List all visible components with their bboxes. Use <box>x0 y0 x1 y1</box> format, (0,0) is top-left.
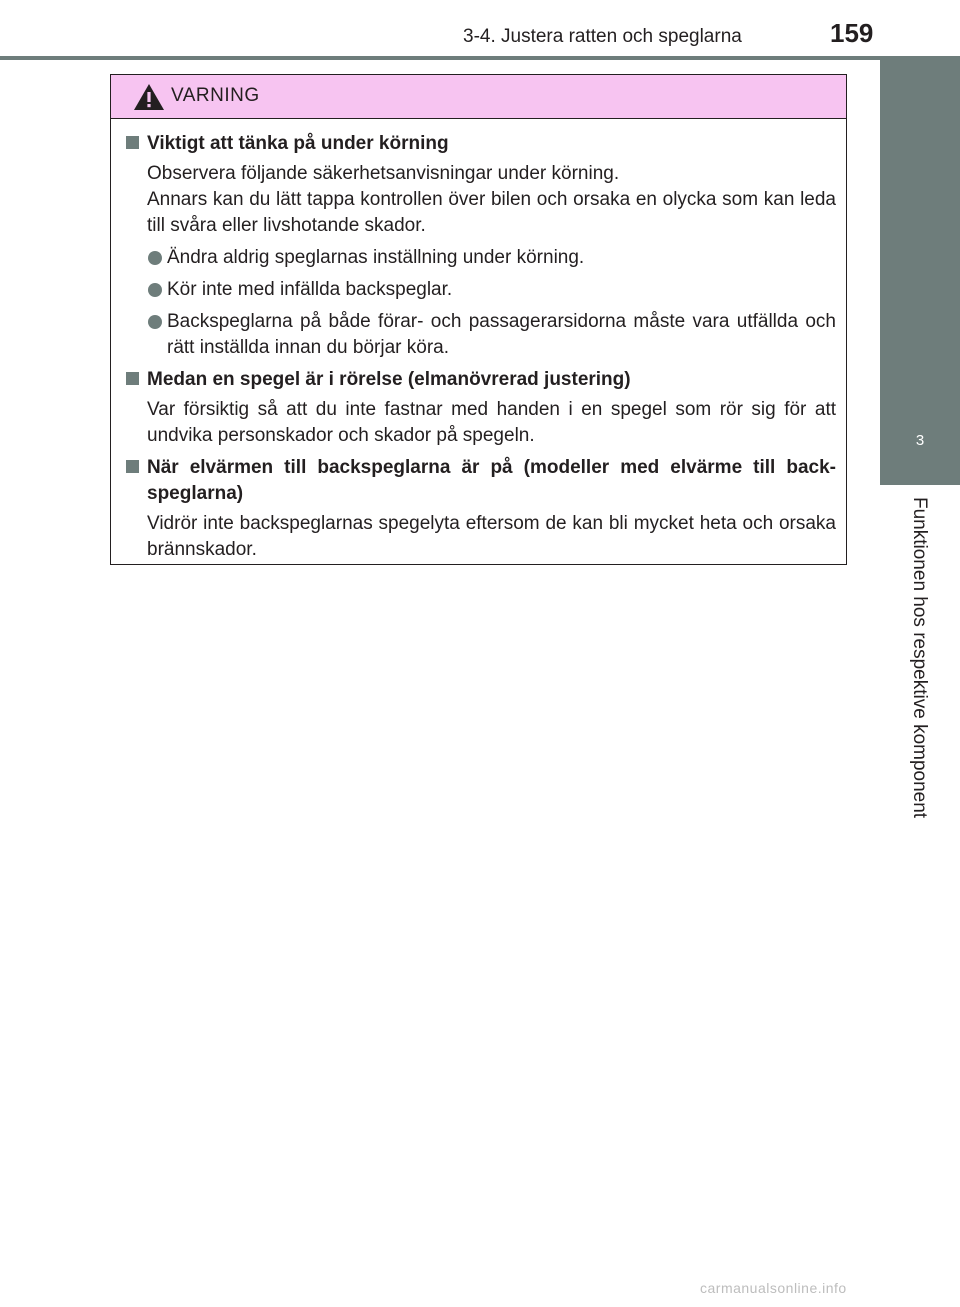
section-title-mirror-moving: Medan en spegel är i rörelse (elmanövrerad justering) <box>147 369 631 390</box>
paragraph: Annars kan du lätt tappa kontrollen över bilen och orsaka en olycka som kan leda till svåra eller livshotande skador. <box>147 189 836 236</box>
bullet-item <box>121 245 836 271</box>
warning-label: VARNING <box>171 85 260 106</box>
warning-triangle-icon <box>133 83 165 111</box>
round-bullet-icon <box>148 283 162 297</box>
section-title-heater: När elvärmen till backspeglarna är på (modeller med elvärme till back-speglarna) <box>147 457 836 504</box>
square-bullet-icon <box>126 136 139 149</box>
bullet-text: Kör inte med infällda backspeglar. <box>167 279 453 300</box>
side-tab-chapter-number: 3 <box>915 432 925 449</box>
round-bullet-icon <box>148 251 162 265</box>
header-rule <box>0 56 960 60</box>
warning-section-driving <box>121 131 836 157</box>
bullet-text: Backspeglarna på både förar- och passagerarsidorna måste vara utfällda och rätt inställda innan du börjar köra. <box>167 311 836 358</box>
section-title-driving: Viktigt att tänka på under körning <box>147 133 449 154</box>
side-tab-bar <box>880 60 960 405</box>
side-tab-chapter-label: Funktionen hos respektive komponent <box>909 497 930 819</box>
warning-box <box>110 74 847 565</box>
warning-header <box>111 75 846 119</box>
section-title: 3-4. Justera ratten och speglarna <box>463 26 742 47</box>
warning-section-heater <box>121 455 836 507</box>
bullet-text: Ändra aldrig speglarnas inställning under körning. <box>167 247 585 268</box>
square-bullet-icon <box>126 372 139 385</box>
warning-body <box>111 119 846 563</box>
watermark: carmanualsonline.info <box>700 1280 847 1296</box>
paragraph: Vidrör inte backspeglarnas spegelyta eftersom de kan bli mycket heta och orsaka brännskador. <box>147 513 836 560</box>
square-bullet-icon <box>126 460 139 473</box>
paragraph: Var försiktig så att du inte fastnar med handen i en spegel som rör sig för att undvika personskador och skador på spegeln. <box>147 399 836 446</box>
page-number: 159 <box>830 18 874 48</box>
round-bullet-icon <box>148 315 162 329</box>
bullet-item <box>121 277 836 303</box>
warning-section-mirror-moving <box>121 367 836 393</box>
bullet-item <box>121 309 836 361</box>
paragraph: Observera följande säkerhetsanvisningar under körning. <box>147 163 620 184</box>
